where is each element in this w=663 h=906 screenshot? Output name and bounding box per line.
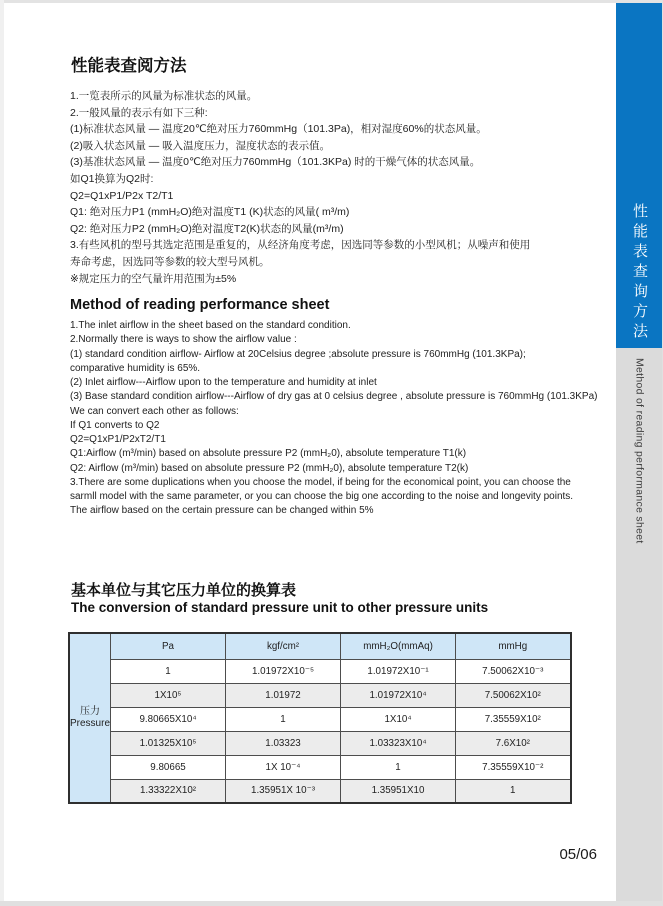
pressure-conversion-table — [68, 632, 572, 804]
page-edge-top — [0, 0, 663, 3]
table-cell: 1.01972X10⁻⁵ — [226, 659, 341, 683]
table-row — [69, 683, 571, 707]
text-line: (3) Base standard condition airflow---Airflow of dry gas at 0 celsius degree , absolute pressure is 760mmHg (101.3KPa) — [70, 391, 598, 403]
section-title-en: Method of reading performance sheet — [70, 297, 330, 313]
table-header-row — [69, 633, 571, 659]
column-header-kgfcm2: kgf/cm² — [226, 633, 341, 659]
column-header-mmhg: mmHg — [456, 633, 571, 659]
table-cell: 7.50062X10⁻³ — [456, 659, 571, 683]
page-edge-left — [0, 0, 4, 906]
text-line: 2.一般风量的表示有如下三种: — [70, 106, 208, 119]
section-title-cn: 性能表查阅方法 — [71, 57, 187, 75]
row-label-cn: 压力 — [80, 706, 100, 717]
table-cell: 1.03323X10⁴ — [341, 731, 456, 755]
table-cell: 1 — [111, 659, 226, 683]
page-edge-bottom — [0, 901, 663, 906]
table-cell: 1X10⁴ — [341, 707, 456, 731]
text-line: 寿命考虑，因选同等参数的较大型号风机。 — [70, 255, 270, 268]
cn-body-text — [70, 88, 610, 287]
text-line: 如Q1换算为Q2时: — [70, 172, 154, 185]
text-line: 2.Normally there is ways to show the airflow value : — [70, 334, 297, 346]
text-line: (1)标准状态风量 — 温度20℃绝对压力760mmHg（101.3Pa)，相对湿度60%的状态风量。 — [70, 123, 487, 136]
formula-line: Q2=Q1xP1/P2x T2/T1 — [70, 189, 174, 202]
text-line: We can convert each other as follows: — [70, 405, 239, 417]
table-row — [69, 755, 571, 779]
sidebar-tab-inactive — [616, 348, 663, 906]
sidebar-tab-active — [616, 0, 663, 348]
table-row-group-label — [69, 633, 111, 803]
table-cell: 1.01972X10⁴ — [341, 683, 456, 707]
text-line: ※规定压力的空气量许用范围为±5% — [70, 272, 237, 285]
table-cell: 9.80665 — [111, 755, 226, 779]
table-cell: 7.50062X10² — [456, 683, 571, 707]
table-cell: 1.01325X10⁵ — [111, 731, 226, 755]
table-cell: 1.01972X10⁻¹ — [341, 659, 456, 683]
text-line: (2)吸入状态风量 — 吸入温度压力，湿度状态的表示值。 — [70, 139, 331, 152]
table-cell: 1 — [456, 779, 571, 803]
text-line: 3.There are some duplications when you choose the model, if being for the economical point, you can choose the — [70, 476, 571, 488]
text-line: (3)基准状态风量 — 温度0℃绝对压力760mmHg（101.3KPa) 时的干燥气体的状态风量。 — [70, 156, 481, 169]
row-label-en: Pressure — [70, 718, 111, 729]
formula-line: Q2: Airflow (m³/min) based on absolute pressure P2 (mmH₂0), absolute temperature T2(k) — [70, 462, 469, 474]
table-cell: 1.35951X 10⁻³ — [226, 779, 341, 803]
text-line: comparative humidity is 65%. — [70, 362, 201, 374]
table-cell: 7.35559X10⁻² — [456, 755, 571, 779]
table-cell: 1.33322X10² — [111, 779, 226, 803]
table-cell: 1.03323 — [226, 731, 341, 755]
formula-line: Q2=Q1xP1/P2xT2/T1 — [70, 434, 166, 445]
table-title-en: The conversion of standard pressure unit to other pressure units — [71, 600, 489, 615]
page-number: 05/06 — [559, 846, 597, 863]
table-row — [69, 659, 571, 683]
formula-line: Q1:Airflow (m³/min) based on absolute pressure P2 (mmH₂0), absolute temperature T1(k) — [70, 448, 467, 460]
table-cell: 1 — [226, 707, 341, 731]
table-row — [69, 707, 571, 731]
text-line: (1) standard condition airflow- Airflow at 20Celsius degree ;absolute pressure is 760mmHg (101.3KPa); — [70, 348, 526, 360]
formula-line: If Q1 converts to Q2 — [70, 419, 160, 431]
table-cell: 7.35559X10² — [456, 707, 571, 731]
column-header-mmh2o: mmH₂O(mmAq) — [341, 633, 456, 659]
table-row — [69, 731, 571, 755]
sidebar-tab-label-en: Method of reading performance sheet — [633, 358, 646, 544]
text-line: The airflow based on the certain pressure can be changed within 5% — [70, 505, 374, 517]
table-cell: 1 — [341, 755, 456, 779]
table-cell: 1X 10⁻⁴ — [226, 755, 341, 779]
formula-line: Q1: 绝对压力P1 (mmH₂O)绝对温度T1 (K)状态的风量( m³/m) — [70, 206, 350, 219]
column-header-pa: Pa — [111, 633, 226, 659]
formula-line: Q2: 绝对压力P2 (mmH₂O)绝对温度T2(K)状态的风量(m³/m) — [70, 222, 344, 235]
table-cell: 7.6X10² — [456, 731, 571, 755]
text-line: 1.一览表所示的风量为标准状态的风量。 — [70, 90, 258, 102]
table-cell: 1.35951X10 — [341, 779, 456, 803]
text-line: 3.有些风机的型号其选定范围是重复的，从经济角度考虑，因选同等参数的小型风机；从噪声和使用 — [70, 239, 531, 252]
table-row — [69, 779, 571, 803]
text-line: (2) Inlet airflow---Airflow upon to the temperature and humidity at inlet — [70, 377, 377, 388]
sidebar-tab-label-cn: 性能表查询方法 — [631, 203, 648, 343]
text-line: sarmll model with the same parameter, or you can choose the big one according to the noise and longevity points. — [70, 491, 574, 502]
table-cell: 1.01972 — [226, 683, 341, 707]
table-title-cn: 基本单位与其它压力单位的换算表 — [71, 582, 297, 599]
text-line: 1.The inlet airflow in the sheet based on the standard condition. — [70, 320, 351, 331]
table-cell: 1X10⁵ — [111, 683, 226, 707]
table-cell: 9.80665X10⁴ — [111, 707, 226, 731]
en-body-text — [70, 319, 612, 519]
